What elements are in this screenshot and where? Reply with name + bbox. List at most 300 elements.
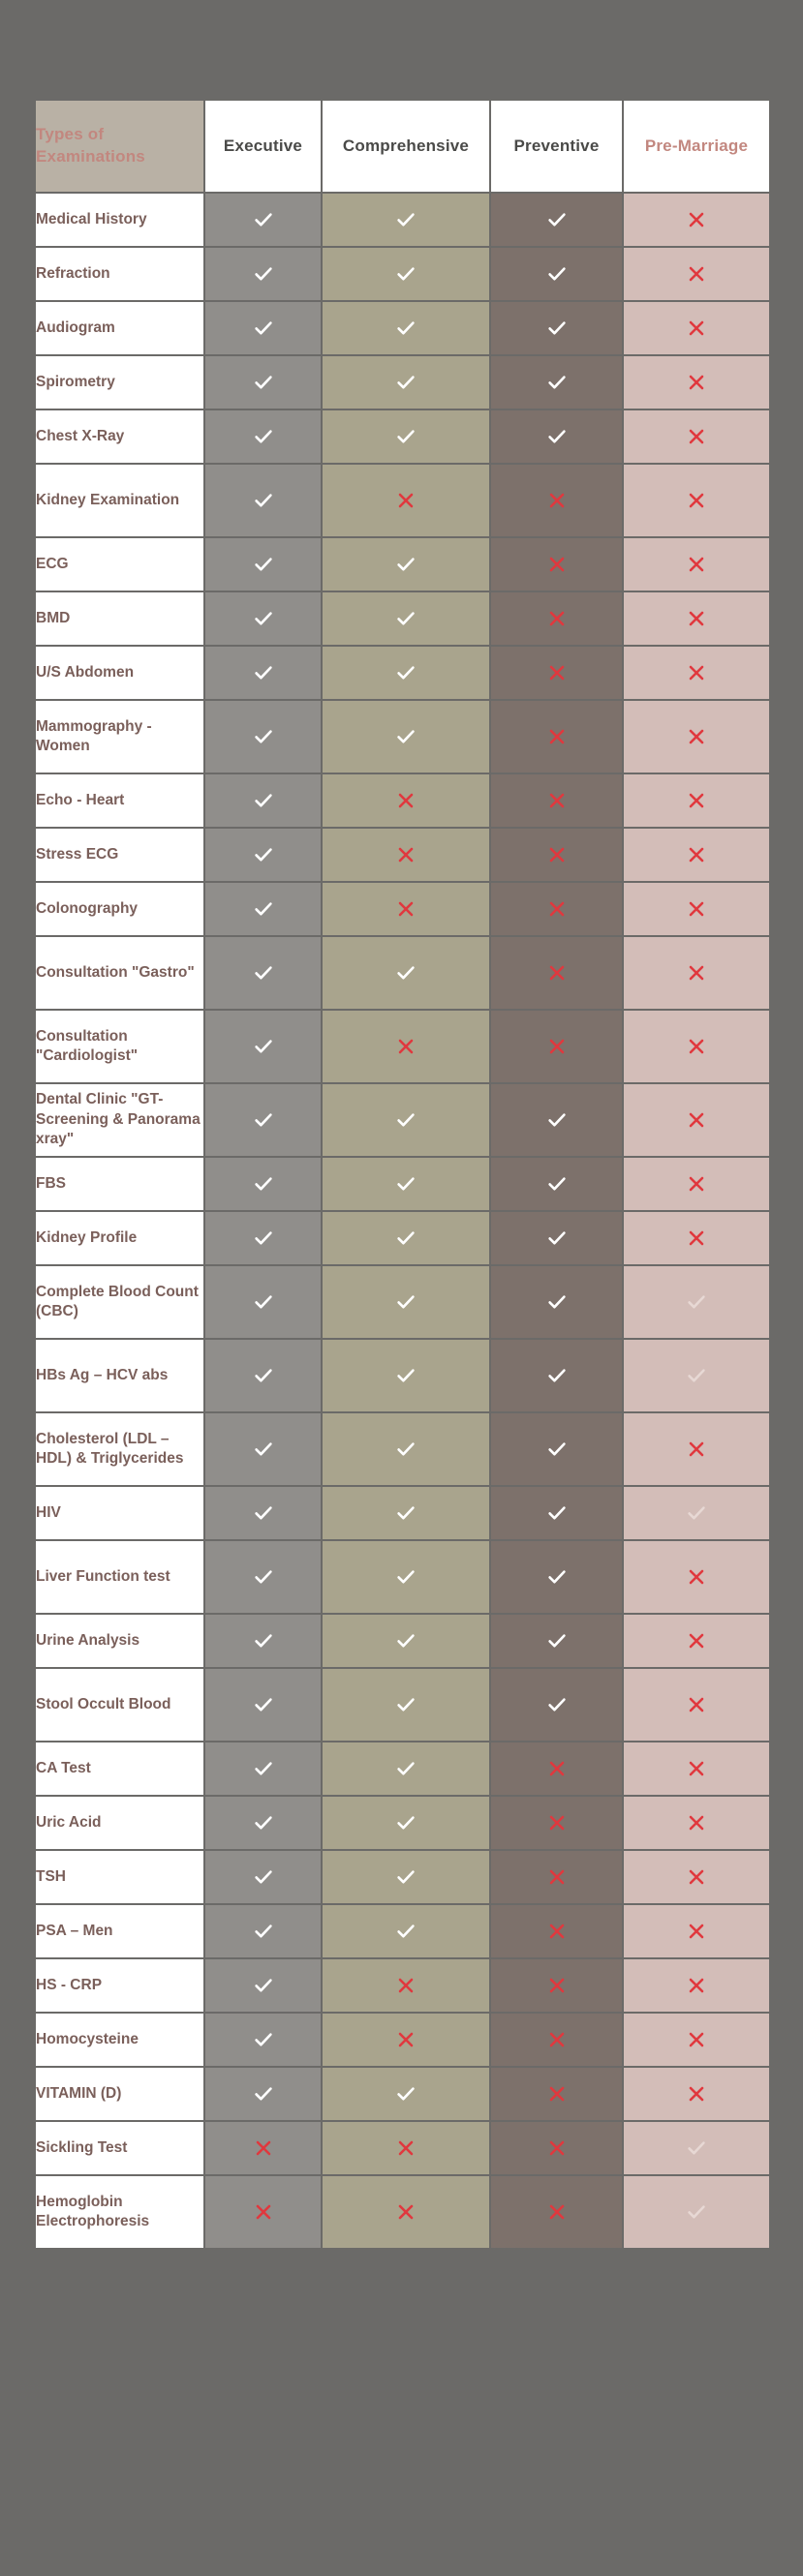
cell-prev-yes (490, 1157, 623, 1211)
cell-prev-no (490, 700, 623, 773)
cross-icon (548, 2085, 566, 2103)
row-label: CA Test (35, 1742, 204, 1796)
cross-icon (688, 428, 705, 445)
row-label: Complete Blood Count (CBC) (35, 1265, 204, 1339)
cell-exec-yes (204, 1265, 322, 1339)
check-icon (396, 963, 416, 983)
cell-exec-yes (204, 1157, 322, 1211)
check-icon (547, 427, 567, 446)
cell-comp-no (322, 882, 490, 936)
check-icon (254, 899, 273, 919)
header-row (35, 100, 770, 193)
cross-icon (548, 1814, 566, 1832)
table-body (35, 193, 770, 2249)
check-icon (396, 2084, 416, 2104)
check-icon (547, 1503, 567, 1523)
column-header-comprehensive: Comprehensive (322, 100, 490, 193)
check-icon (254, 491, 273, 510)
cross-icon (548, 1868, 566, 1886)
cross-icon (548, 1760, 566, 1777)
check-icon (396, 555, 416, 574)
cell-prev-yes (490, 1412, 623, 1486)
cell-comp-no (322, 464, 490, 537)
cell-exec-yes (204, 2013, 322, 2067)
cell-exec-yes (204, 773, 322, 828)
check-icon (254, 318, 273, 338)
cell-prev-yes (490, 1265, 623, 1339)
check-icon (396, 1867, 416, 1887)
cell-prev-yes (490, 1486, 623, 1540)
cross-icon (397, 900, 415, 918)
table-row (35, 2121, 770, 2175)
check-icon (396, 663, 416, 682)
column-header-preventive: Preventive (490, 100, 623, 193)
cell-exec-yes (204, 936, 322, 1010)
cross-icon (688, 664, 705, 682)
cell-prem-no (623, 1211, 770, 1265)
row-label: VITAMIN (D) (35, 2067, 204, 2121)
cross-icon (688, 492, 705, 509)
cell-comp-no (322, 2121, 490, 2175)
cross-icon (397, 846, 415, 864)
table-row (35, 2067, 770, 2121)
row-label: Spirometry (35, 355, 204, 409)
cross-icon (688, 1814, 705, 1832)
row-label: Stool Occult Blood (35, 1668, 204, 1742)
check-icon (687, 1366, 706, 1385)
cell-prev-no (490, 537, 623, 591)
check-icon (396, 1759, 416, 1778)
cell-exec-yes (204, 301, 322, 355)
cell-comp-yes (322, 1904, 490, 1958)
cell-comp-yes (322, 247, 490, 301)
cell-prev-yes (490, 1339, 623, 1412)
check-icon (254, 1366, 273, 1385)
cross-icon (548, 610, 566, 627)
check-icon (396, 1366, 416, 1385)
cell-exec-yes (204, 1412, 322, 1486)
cross-icon (688, 1229, 705, 1247)
cell-comp-yes (322, 1211, 490, 1265)
check-icon (254, 1228, 273, 1248)
table-row (35, 773, 770, 828)
check-icon (254, 373, 273, 392)
row-label: HIV (35, 1486, 204, 1540)
cell-comp-yes (322, 1850, 490, 1904)
cell-comp-yes (322, 1265, 490, 1339)
cell-exec-yes (204, 1796, 322, 1850)
cross-icon (548, 1038, 566, 1055)
check-icon (254, 1813, 273, 1833)
table-row (35, 247, 770, 301)
cross-icon (688, 728, 705, 745)
cell-exec-yes (204, 355, 322, 409)
cell-prev-no (490, 1850, 623, 1904)
table-row (35, 700, 770, 773)
cell-prem-no (623, 537, 770, 591)
cell-exec-yes (204, 537, 322, 591)
cell-prev-yes (490, 355, 623, 409)
cell-comp-yes (322, 1486, 490, 1540)
table-row (35, 537, 770, 591)
cell-prev-yes (490, 1083, 623, 1157)
check-icon (254, 1292, 273, 1312)
cell-prev-yes (490, 1614, 623, 1668)
cross-icon (688, 1696, 705, 1713)
table-row (35, 1540, 770, 1614)
cell-prem-no (623, 1010, 770, 1083)
table-row (35, 828, 770, 882)
cross-icon (548, 492, 566, 509)
cell-prev-no (490, 2121, 623, 2175)
check-icon (254, 1037, 273, 1056)
cell-prem-no (623, 1668, 770, 1742)
cross-icon (688, 265, 705, 283)
row-label: Kidney Profile (35, 1211, 204, 1265)
check-icon (254, 845, 273, 864)
table-row (35, 1265, 770, 1339)
check-icon (547, 1366, 567, 1385)
cell-prev-no (490, 882, 623, 936)
check-icon (687, 2202, 706, 2222)
cell-prev-no (490, 1796, 623, 1850)
cross-icon (255, 2203, 272, 2221)
cell-comp-yes (322, 537, 490, 591)
cell-prem-no (623, 1083, 770, 1157)
check-icon (396, 264, 416, 284)
check-icon (396, 1110, 416, 1130)
cell-comp-yes (322, 1742, 490, 1796)
check-icon (254, 264, 273, 284)
row-label: Colonography (35, 882, 204, 936)
row-label: PSA – Men (35, 1904, 204, 1958)
cell-exec-yes (204, 591, 322, 646)
check-icon (254, 609, 273, 628)
cell-comp-no (322, 2013, 490, 2067)
check-icon (396, 1922, 416, 1941)
cell-prev-yes (490, 247, 623, 301)
cell-prev-no (490, 1010, 623, 1083)
check-icon (254, 1976, 273, 1995)
row-label: Refraction (35, 247, 204, 301)
check-icon (547, 264, 567, 284)
cross-icon (688, 2031, 705, 2048)
check-icon (254, 663, 273, 682)
cell-exec-yes (204, 1850, 322, 1904)
cross-icon (688, 1760, 705, 1777)
cross-icon (688, 2085, 705, 2103)
check-icon (547, 1110, 567, 1130)
check-icon (254, 1759, 273, 1778)
check-icon (547, 1695, 567, 1714)
cell-comp-yes (322, 1796, 490, 1850)
row-label: Chest X-Ray (35, 409, 204, 464)
table-row (35, 1412, 770, 1486)
cell-exec-yes (204, 700, 322, 773)
cell-prev-no (490, 1904, 623, 1958)
check-icon (254, 963, 273, 983)
cell-exec-yes (204, 1083, 322, 1157)
cell-comp-yes (322, 193, 490, 247)
cell-prev-no (490, 1958, 623, 2013)
cell-prem-yes (623, 1339, 770, 1412)
cell-prem-no (623, 1958, 770, 2013)
check-icon (547, 1631, 567, 1651)
row-label: Cholesterol (LDL – HDL) & Triglycerides (35, 1412, 204, 1486)
check-icon (396, 427, 416, 446)
table-row (35, 464, 770, 537)
check-icon (396, 1813, 416, 1833)
cell-comp-yes (322, 1540, 490, 1614)
cell-exec-yes (204, 2067, 322, 2121)
cross-icon (548, 846, 566, 864)
row-label: Audiogram (35, 301, 204, 355)
cell-prem-yes (623, 2175, 770, 2249)
cell-exec-yes (204, 193, 322, 247)
cell-prev-no (490, 2175, 623, 2249)
cross-icon (255, 2139, 272, 2157)
cross-icon (688, 1111, 705, 1129)
cell-exec-yes (204, 1486, 322, 1540)
cell-comp-yes (322, 301, 490, 355)
cell-prem-no (623, 1742, 770, 1796)
cell-prem-no (623, 700, 770, 773)
cell-prem-no (623, 247, 770, 301)
cross-icon (397, 1038, 415, 1055)
cell-exec-yes (204, 1668, 322, 1742)
cell-exec-yes (204, 646, 322, 700)
check-icon (396, 1503, 416, 1523)
cross-icon (397, 2031, 415, 2048)
row-label: Consultation "Gastro" (35, 936, 204, 1010)
cross-icon (548, 964, 566, 982)
table-row (35, 301, 770, 355)
cell-exec-yes (204, 1540, 322, 1614)
cell-prev-no (490, 1742, 623, 1796)
table-row (35, 2175, 770, 2249)
cell-exec-yes (204, 1211, 322, 1265)
row-label: Sickling Test (35, 2121, 204, 2175)
check-icon (396, 1631, 416, 1651)
cross-icon (397, 2203, 415, 2221)
cross-icon (548, 1923, 566, 1940)
check-icon (254, 1174, 273, 1194)
table-row (35, 1742, 770, 1796)
cross-icon (688, 1175, 705, 1193)
table-row (35, 1668, 770, 1742)
check-icon (254, 1867, 273, 1887)
cell-exec-yes (204, 1904, 322, 1958)
table-header (35, 100, 770, 193)
check-icon (396, 727, 416, 746)
table-row (35, 355, 770, 409)
check-icon (254, 1567, 273, 1587)
cell-prem-no (623, 1157, 770, 1211)
cross-icon (688, 792, 705, 809)
cell-prem-no (623, 591, 770, 646)
table-row (35, 1614, 770, 1668)
cell-comp-no (322, 1958, 490, 2013)
cell-exec-yes (204, 1614, 322, 1668)
table-row (35, 1211, 770, 1265)
row-label: Stress ECG (35, 828, 204, 882)
cross-icon (688, 319, 705, 337)
cell-comp-yes (322, 1412, 490, 1486)
table-row (35, 1339, 770, 1412)
row-label: Urine Analysis (35, 1614, 204, 1668)
cross-icon (397, 792, 415, 809)
row-label: HBs Ag – HCV abs (35, 1339, 204, 1412)
cell-prem-no (623, 646, 770, 700)
cell-exec-yes (204, 828, 322, 882)
check-icon (547, 210, 567, 229)
check-icon (547, 1174, 567, 1194)
cell-prem-yes (623, 1486, 770, 1540)
check-icon (254, 2030, 273, 2049)
check-icon (254, 427, 273, 446)
cross-icon (688, 964, 705, 982)
cell-exec-yes (204, 1742, 322, 1796)
cell-exec-yes (204, 464, 322, 537)
cell-comp-no (322, 2175, 490, 2249)
cell-comp-yes (322, 1668, 490, 1742)
check-icon (254, 727, 273, 746)
cell-comp-yes (322, 2067, 490, 2121)
table-row (35, 193, 770, 247)
cell-comp-yes (322, 1083, 490, 1157)
cell-prev-no (490, 2013, 623, 2067)
check-icon (254, 1922, 273, 1941)
cell-comp-yes (322, 355, 490, 409)
table-row (35, 1486, 770, 1540)
cell-prev-no (490, 773, 623, 828)
cross-icon (548, 728, 566, 745)
check-icon (547, 318, 567, 338)
row-label: Homocysteine (35, 2013, 204, 2067)
cell-prem-no (623, 1614, 770, 1668)
cell-comp-yes (322, 1157, 490, 1211)
cell-comp-yes (322, 1614, 490, 1668)
cell-comp-yes (322, 591, 490, 646)
check-icon (687, 1503, 706, 1523)
row-label: ECG (35, 537, 204, 591)
cell-prem-no (623, 1850, 770, 1904)
cell-prem-no (623, 464, 770, 537)
table-row (35, 2013, 770, 2067)
cell-prem-no (623, 409, 770, 464)
cell-prem-no (623, 301, 770, 355)
cross-icon (397, 2139, 415, 2157)
cell-prem-yes (623, 1265, 770, 1339)
cell-prem-no (623, 1904, 770, 1958)
row-label: Uric Acid (35, 1796, 204, 1850)
check-icon (254, 555, 273, 574)
row-label: Liver Function test (35, 1540, 204, 1614)
cell-prem-no (623, 1540, 770, 1614)
check-icon (254, 1631, 273, 1651)
table-row (35, 1796, 770, 1850)
check-icon (396, 1174, 416, 1194)
cell-comp-yes (322, 409, 490, 464)
cross-icon (688, 1923, 705, 1940)
cross-icon (548, 556, 566, 573)
cross-icon (548, 2031, 566, 2048)
check-icon (396, 210, 416, 229)
row-label: BMD (35, 591, 204, 646)
table-row (35, 1958, 770, 2013)
cross-icon (548, 792, 566, 809)
table-row (35, 591, 770, 646)
cell-prev-yes (490, 1540, 623, 1614)
cross-icon (548, 1977, 566, 1994)
cross-icon (688, 1440, 705, 1458)
cell-comp-yes (322, 646, 490, 700)
check-icon (396, 1440, 416, 1459)
cell-prev-no (490, 2067, 623, 2121)
cross-icon (688, 1977, 705, 1994)
check-icon (396, 1567, 416, 1587)
row-label: Kidney Examination (35, 464, 204, 537)
row-label: Consultation "Cardiologist" (35, 1010, 204, 1083)
cell-exec-yes (204, 1010, 322, 1083)
cell-exec-no (204, 2121, 322, 2175)
cross-icon (548, 2203, 566, 2221)
cross-icon (548, 900, 566, 918)
cell-prev-no (490, 646, 623, 700)
cell-prev-yes (490, 1668, 623, 1742)
cell-comp-yes (322, 1339, 490, 1412)
cell-comp-yes (322, 700, 490, 773)
column-header-pre-marriage: Pre-Marriage (623, 100, 770, 193)
cell-prem-no (623, 828, 770, 882)
table-row (35, 409, 770, 464)
cell-comp-yes (322, 936, 490, 1010)
cross-icon (548, 2139, 566, 2157)
cell-comp-no (322, 828, 490, 882)
cell-exec-yes (204, 1339, 322, 1412)
check-icon (254, 1695, 273, 1714)
check-icon (547, 1440, 567, 1459)
cell-prem-no (623, 2067, 770, 2121)
check-icon (547, 1228, 567, 1248)
check-icon (254, 1440, 273, 1459)
cell-prev-no (490, 591, 623, 646)
cell-exec-yes (204, 247, 322, 301)
check-icon (254, 2084, 273, 2104)
table-row (35, 1083, 770, 1157)
check-icon (254, 1110, 273, 1130)
check-icon (547, 1567, 567, 1587)
check-icon (396, 1228, 416, 1248)
examinations-comparison-table (34, 99, 771, 2250)
row-label: Dental Clinic "GT- Screening & Panorama xray" (35, 1083, 204, 1157)
cross-icon (688, 610, 705, 627)
row-label: Medical History (35, 193, 204, 247)
cross-icon (688, 1568, 705, 1586)
table-row (35, 936, 770, 1010)
cross-icon (548, 664, 566, 682)
cell-prem-no (623, 355, 770, 409)
check-icon (687, 1292, 706, 1312)
row-label: HS - CRP (35, 1958, 204, 2013)
check-icon (396, 1292, 416, 1312)
table-row (35, 1850, 770, 1904)
row-label: Hemoglobin Electrophoresis (35, 2175, 204, 2249)
check-icon (254, 1503, 273, 1523)
cross-icon (688, 900, 705, 918)
check-icon (396, 373, 416, 392)
cell-comp-no (322, 1010, 490, 1083)
